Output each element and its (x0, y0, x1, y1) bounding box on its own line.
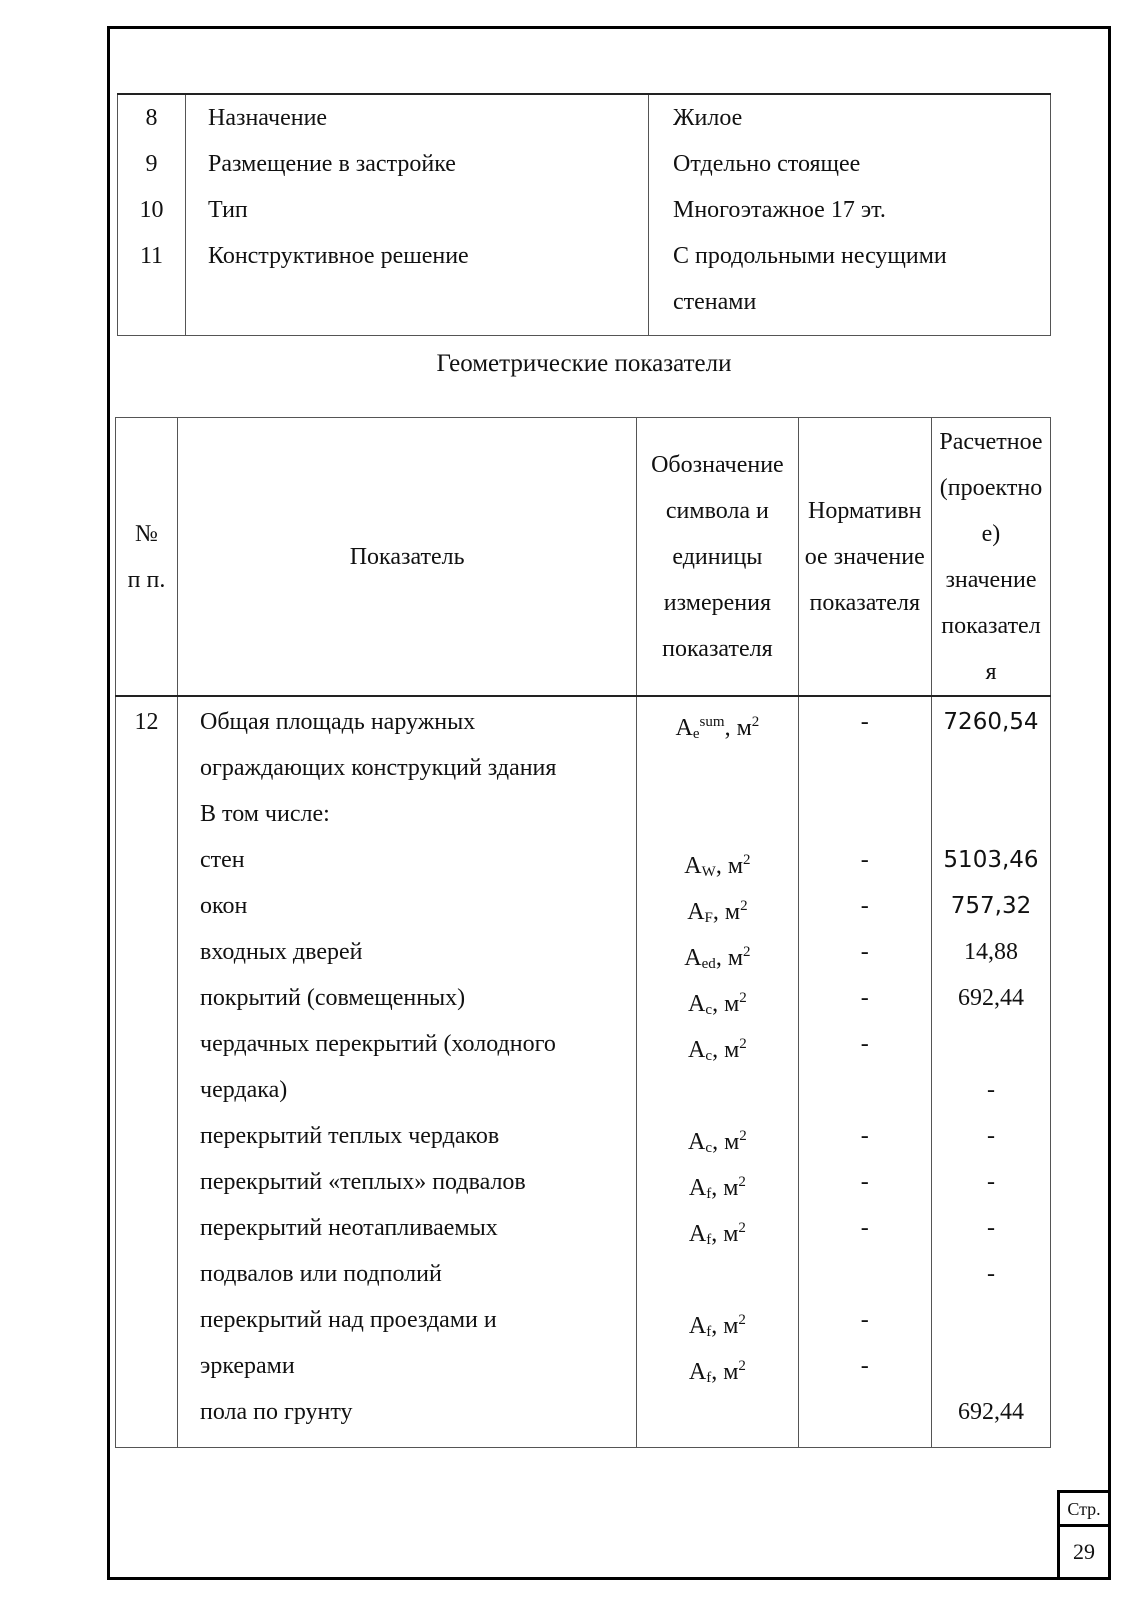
row-name (186, 279, 649, 336)
calculated-values (931, 696, 1050, 1448)
calculated-value (932, 791, 1050, 837)
symbol-power: 2 (738, 1220, 746, 1236)
symbol-base: A (688, 991, 706, 1017)
row-value: Отдельно стоящее (673, 151, 861, 177)
symbol-value (637, 1251, 797, 1297)
symbol-subscript: f (706, 1186, 712, 1202)
row-name: Тип (186, 187, 649, 233)
header-line: п п. (127, 566, 166, 593)
row-number: 8 (118, 94, 186, 141)
symbol-subscript: f (706, 1370, 712, 1386)
symbol-subscript: c (705, 1002, 713, 1018)
header-line: Нормативн (807, 497, 922, 524)
symbol-base: A (684, 945, 702, 971)
symbol-value (637, 929, 797, 975)
symbol-unit: , м (712, 1129, 740, 1155)
normative-value: - (860, 1123, 869, 1149)
row-name: Конструктивное решение (186, 233, 649, 279)
normative-value: - (860, 1031, 869, 1057)
symbol-value (637, 791, 797, 837)
row-name: Назначение (186, 94, 649, 141)
symbol-unit: , м (712, 899, 741, 925)
header-normative (798, 418, 931, 697)
indicator-line: чердачных перекрытий (холодного (200, 1031, 556, 1057)
row-number: 11 (118, 233, 186, 279)
calculated-value: 14,88 (963, 939, 1018, 965)
header-line: символа и (665, 497, 769, 524)
indicator-line: покрытий (совмещенных) (200, 985, 466, 1011)
symbol-subscript: c (705, 1048, 713, 1064)
normative-value: - (860, 1215, 869, 1241)
normative-value (799, 791, 931, 837)
calculated-value: - (986, 1215, 995, 1241)
geometric-indicators-table (115, 417, 1051, 1448)
header-line: Обозначение (651, 451, 784, 478)
indicator-names (178, 696, 637, 1448)
table-row (118, 187, 1051, 233)
symbol-subscript: e (692, 726, 700, 742)
header-line: я (985, 658, 997, 685)
calculated-value: 692,44 (957, 1399, 1024, 1425)
indicator-line: подвалов или подполий (200, 1261, 442, 1287)
calculated-value: - (986, 1123, 995, 1149)
symbol-value (637, 883, 797, 929)
symbol-power: 2 (751, 714, 760, 730)
normative-values (798, 696, 931, 1448)
normative-value (799, 1251, 931, 1297)
symbol-value (637, 1113, 797, 1159)
calculated-value: 692,44 (957, 985, 1024, 1011)
header-line: № (135, 520, 158, 547)
symbol-power: 2 (739, 1036, 747, 1052)
symbol-unit: , м (711, 1175, 739, 1201)
symbol-base: A (688, 1313, 707, 1339)
symbol-unit: , м (711, 1221, 739, 1247)
table-row (116, 696, 1051, 1448)
symbol-power: 2 (738, 1358, 746, 1374)
symbol-value (637, 837, 797, 883)
table-row (118, 279, 1051, 336)
header-indicator: Показатель (178, 418, 637, 697)
symbol-base: A (688, 1129, 706, 1155)
header-number (116, 418, 178, 697)
symbol-unit: , м (724, 715, 752, 741)
normative-value: - (860, 1307, 869, 1333)
header-symbol (637, 418, 798, 697)
indicator-line: перекрытий «теплых» подвалов (200, 1169, 526, 1195)
symbol-base: A (688, 1359, 707, 1385)
symbol-value (637, 1343, 797, 1389)
symbol-subscript: F (704, 910, 713, 926)
symbol-base: A (688, 1037, 706, 1063)
row-value: Жилое (673, 105, 743, 131)
normative-value: - (860, 985, 869, 1011)
indicator-line: окон (200, 893, 248, 919)
row-value: С продольными несущими (673, 243, 947, 269)
indicator-line: пола по грунту (200, 1399, 353, 1425)
normative-value (799, 1067, 931, 1113)
section-title: Геометрические показатели (436, 350, 732, 377)
row-number: 10 (118, 187, 186, 233)
symbol-value (637, 1021, 797, 1067)
header-line: ое значение (804, 543, 925, 570)
indicator-line: ограждающих конструкций здания (200, 755, 557, 781)
indicator-line: входных дверей (200, 939, 363, 965)
calculated-value: 7260,54 (943, 709, 1039, 735)
header-line: Расчетное (939, 428, 1043, 455)
header-line: единицы (672, 543, 763, 570)
header-line: измерения (663, 589, 771, 616)
calculated-value (932, 1297, 1050, 1343)
symbol-unit: , м (711, 1359, 739, 1385)
row-number: 12 (116, 696, 178, 1448)
calculated-value (932, 1021, 1050, 1067)
symbol-unit: , м (715, 945, 743, 971)
symbol-subscript: ed (701, 956, 716, 972)
page-label: Стр. (1060, 1493, 1108, 1527)
symbol-values (637, 696, 798, 1448)
calculated-value: 5103,46 (943, 847, 1039, 873)
symbol-unit: , м (712, 1037, 740, 1063)
normative-value: - (860, 709, 869, 735)
normative-value: - (860, 1353, 869, 1379)
row-number (118, 279, 186, 336)
symbol-unit: , м (712, 991, 740, 1017)
header-line: показателя (809, 589, 920, 616)
symbol-base: A (684, 853, 702, 879)
symbol-power: 2 (743, 852, 751, 868)
symbol-value (637, 975, 797, 1021)
indicator-line: Общая площадь наружных (200, 709, 476, 735)
symbol-power: 2 (743, 944, 751, 960)
normative-value: - (860, 847, 869, 873)
symbol-power: 2 (739, 990, 747, 1006)
indicator-line: перекрытий неотапливаемых (200, 1215, 498, 1241)
normative-value: - (860, 939, 869, 965)
calculated-value: 757,32 (950, 893, 1032, 919)
page-number: 29 (1073, 1539, 1095, 1564)
header-line: показателя (662, 635, 773, 662)
indicator-line: перекрытий теплых чердаков (200, 1123, 500, 1149)
symbol-power: 2 (740, 898, 748, 914)
row-number: 9 (118, 141, 186, 187)
normative-value: - (860, 893, 869, 919)
normative-value (799, 745, 931, 791)
symbol-value (637, 1159, 797, 1205)
indicator-line: перекрытий над проездами и (200, 1307, 497, 1333)
symbol-base: A (675, 715, 693, 741)
table-row (118, 141, 1051, 187)
symbol-subscript: c (705, 1140, 713, 1156)
symbol-superscript: sum (699, 714, 725, 730)
symbol-base: A (688, 1221, 707, 1247)
symbol-subscript: f (706, 1324, 712, 1340)
calculated-value: - (986, 1077, 995, 1103)
symbol-unit: , м (715, 853, 743, 879)
symbol-value (637, 1067, 797, 1113)
symbol-value (637, 699, 797, 745)
header-line: значение (945, 566, 1037, 593)
symbol-unit: , м (711, 1313, 739, 1339)
header-line: (проектно (939, 474, 1043, 501)
building-info-table (117, 93, 1051, 336)
symbol-power: 2 (739, 1128, 747, 1144)
calculated-value: - (986, 1261, 995, 1287)
calculated-value (932, 1343, 1050, 1389)
normative-value: - (860, 1169, 869, 1195)
indicator-line: стен (200, 847, 245, 873)
indicator-line: В том числе: (200, 801, 330, 827)
symbol-value (637, 745, 797, 791)
indicator-line: чердака) (200, 1077, 288, 1103)
symbol-base: A (687, 899, 705, 925)
symbol-value (637, 1205, 797, 1251)
row-name: Размещение в застройке (186, 141, 649, 187)
table-row (118, 233, 1051, 279)
calculated-value: - (986, 1169, 995, 1195)
header-line: показател (941, 612, 1041, 639)
table-header-row (116, 418, 1051, 697)
page-number-box (1057, 1490, 1111, 1580)
calculated-value (932, 745, 1050, 791)
row-value: стенами (673, 289, 757, 315)
symbol-value (637, 1389, 797, 1435)
header-calculated (931, 418, 1050, 697)
symbol-value (637, 1297, 797, 1343)
symbol-power: 2 (738, 1312, 746, 1328)
indicator-line: эркерами (200, 1353, 295, 1379)
symbol-power: 2 (738, 1174, 746, 1190)
table-row (118, 94, 1051, 141)
symbol-subscript: f (706, 1232, 712, 1248)
header-line: е) (981, 520, 1001, 547)
symbol-subscript: W (701, 864, 716, 880)
row-value: Многоэтажное 17 эт. (673, 197, 886, 223)
normative-value (799, 1389, 931, 1435)
symbol-base: A (688, 1175, 707, 1201)
